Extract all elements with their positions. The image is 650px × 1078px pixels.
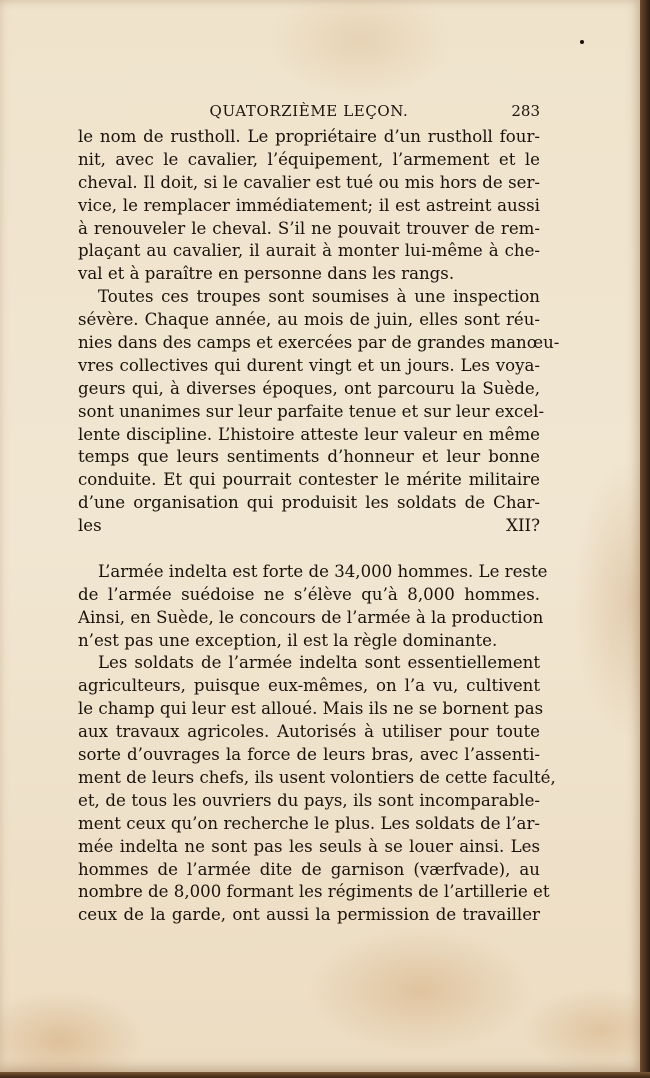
text-line: agriculteurs, puisque eux-mêmes, on l’a vu, cultivent bbox=[78, 676, 540, 696]
paragraph-4 bbox=[78, 652, 556, 927]
text-line: hommes de l’armée dite de garnison (værfvade), au bbox=[78, 859, 540, 879]
text-line: sorte d’ouvrages la force de leurs bras, avec l’assenti- bbox=[78, 745, 540, 765]
text-line: nies dans des camps et exercées par de grandes manœu- bbox=[78, 333, 560, 353]
text-line: geurs qui, à diverses époques, ont parcouru la Suède, bbox=[78, 378, 540, 398]
text-line: de l’armée suédoise ne s’élève qu’à 8,000 hommes. bbox=[78, 584, 540, 604]
text-line: lente discipline. L’histoire atteste leur valeur en même bbox=[78, 424, 540, 444]
paragraph-2 bbox=[78, 286, 560, 561]
body-text bbox=[78, 126, 560, 927]
text-line: vice, le remplacer immédiatement; il est astreint aussi bbox=[78, 195, 540, 215]
text-line: temps que leurs sentiments d’honneur et leur bonne bbox=[78, 447, 540, 467]
running-title: QUATORZIÈME LEÇON. bbox=[209, 102, 409, 120]
text-line bbox=[78, 538, 540, 561]
ink-spot bbox=[580, 40, 584, 44]
text-line: vres collectives qui durent vingt et un jours. Les voya- bbox=[78, 355, 540, 375]
text-line: ment de leurs chefs, ils usent volontiers de cette faculté, bbox=[78, 767, 556, 787]
text-line: Ainsi, en Suède, le concours de l’armée à la production bbox=[78, 607, 544, 627]
text-line: ceux de la garde, ont aussi la permission de travailler bbox=[78, 905, 540, 925]
page-edge bbox=[640, 0, 650, 1078]
text-line: aux travaux agricoles. Autorisés à utiliser pour toute bbox=[78, 722, 540, 742]
text-line: ment ceux qu’on recherche le plus. Les soldats de l’ar- bbox=[78, 813, 540, 833]
text-line: d’une organisation qui produisit les soldats de Char- bbox=[78, 493, 540, 513]
text-line: le champ qui leur est alloué. Mais ils ne se bornent pas bbox=[78, 699, 544, 719]
paragraph-1 bbox=[78, 126, 540, 286]
text-line: sévère. Chaque année, au mois de juin, elles sont réu- bbox=[78, 310, 540, 330]
running-head bbox=[78, 102, 540, 124]
text-line: à renouveler le cheval. S’il ne pouvait trouver de rem- bbox=[78, 218, 540, 238]
text-line: plaçant au cavalier, il aurait à monter lui-même à che- bbox=[78, 241, 540, 261]
text-line: sont unanimes sur leur parfaite tenue et sur leur excel- bbox=[78, 401, 545, 421]
text-line: nit, avec le cavalier, l’équipement, l’armement et le bbox=[78, 149, 540, 169]
text-line: conduite. Et qui pourrait contester le mérite militaire bbox=[78, 470, 540, 490]
text-line: le nom de rustholl. Le propriétaire d’un rustholl four- bbox=[78, 127, 540, 146]
page-number: 283 bbox=[511, 102, 540, 120]
text-line: cheval. Il doit, si le cavalier est tué ou mis hors de ser- bbox=[78, 172, 540, 192]
page-bottom-edge bbox=[0, 1072, 650, 1078]
text-line: val et à paraître en personne dans les rangs. bbox=[78, 264, 455, 284]
text-line: et, de tous les ouvriers du pays, ils sont incomparable- bbox=[78, 790, 540, 810]
paragraph-3 bbox=[78, 561, 548, 653]
text-line: nombre de 8,000 formant les régiments de l’artillerie et bbox=[78, 882, 550, 902]
text-line: les XII? bbox=[78, 516, 540, 536]
text-line: L’armée indelta est forte de 34,000 hommes. Le reste bbox=[98, 561, 548, 581]
text-line: Les soldats de l’armée indelta sont essentiellement bbox=[98, 653, 540, 673]
text-line: n’est pas une exception, il est la règle dominante. bbox=[78, 630, 498, 650]
text-line: mée indelta ne sont pas les seuls à se louer ainsi. Les bbox=[78, 836, 540, 856]
text-line: Toutes ces troupes sont soumises à une inspection bbox=[98, 287, 540, 307]
